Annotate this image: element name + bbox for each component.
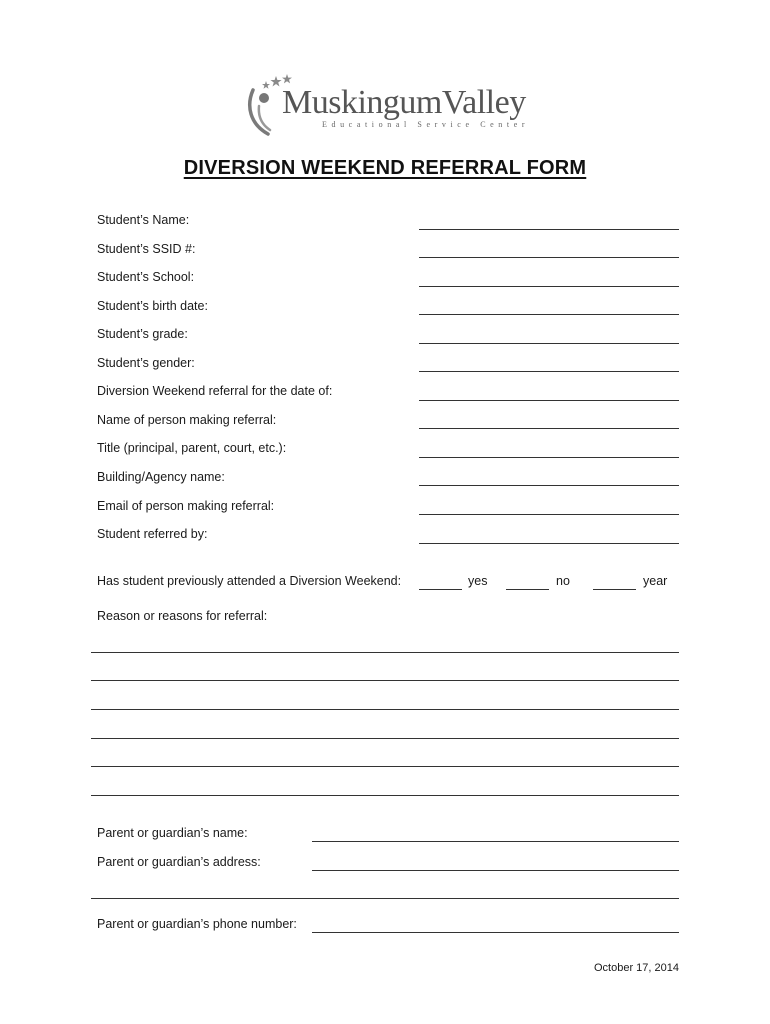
input-line-student-gender[interactable]: [419, 371, 679, 372]
input-line-referrer-title[interactable]: [419, 457, 679, 458]
input-line-referral-date[interactable]: [419, 400, 679, 401]
input-line-student-school[interactable]: [419, 286, 679, 287]
field-label-student-school: Student’s School:: [97, 270, 195, 284]
parent-name-label: Parent or guardian’s name:: [97, 826, 248, 840]
previous-attendance-label: Has student previously attended a Diversion Weekend:: [97, 574, 402, 588]
reason-line-5[interactable]: [91, 766, 679, 767]
option-year: year: [643, 574, 668, 588]
field-label-referrer-name: Name of person making referral:: [97, 413, 277, 427]
reason-line-3[interactable]: [91, 709, 679, 710]
reason-line-2[interactable]: [91, 680, 679, 681]
input-line-attended-year[interactable]: [593, 589, 636, 590]
parent-address-label: Parent or guardian’s address:: [97, 855, 261, 869]
option-yes: yes: [468, 574, 488, 588]
field-label-referrer-title: Title (principal, parent, court, etc.):: [97, 441, 287, 455]
input-line-attended-yes[interactable]: [419, 589, 462, 590]
field-label-student-ssid: Student’s SSID #:: [97, 242, 196, 256]
form-title: DIVERSION WEEKEND REFERRAL FORM: [183, 157, 587, 179]
input-line-attended-no[interactable]: [506, 589, 549, 590]
reason-line-1[interactable]: [91, 652, 679, 653]
input-line-parent-name[interactable]: [312, 841, 679, 842]
input-line-building-agency[interactable]: [419, 485, 679, 486]
field-label-referred-by: Student referred by:: [97, 527, 208, 541]
field-label-referrer-email: Email of person making referral:: [97, 499, 275, 513]
input-line-student-name[interactable]: [419, 229, 679, 230]
field-label-referral-date: Diversion Weekend referral for the date of:: [97, 384, 333, 398]
parent-phone-label: Parent or guardian’s phone number:: [97, 917, 297, 931]
input-line-parent-address[interactable]: [312, 870, 679, 871]
field-label-student-gender: Student’s gender:: [97, 356, 195, 370]
field-label-student-birth-date: Student’s birth date:: [97, 299, 208, 313]
input-line-referrer-email[interactable]: [419, 514, 679, 515]
logo-tagline: Educational Service Center: [322, 120, 530, 129]
option-no: no: [556, 574, 570, 588]
logo-brand-text: MuskingumValley: [282, 84, 526, 121]
input-line-referred-by[interactable]: [419, 543, 679, 544]
reason-line-6[interactable]: [91, 795, 679, 796]
form-date: October 17, 2014: [593, 962, 679, 974]
reason-label: Reason or reasons for referral:: [97, 609, 268, 623]
input-line-parent-phone[interactable]: [312, 932, 679, 933]
input-line-student-ssid[interactable]: [419, 257, 679, 258]
input-line-student-grade[interactable]: [419, 343, 679, 344]
input-line-referrer-name[interactable]: [419, 428, 679, 429]
input-line-student-birth-date[interactable]: [419, 314, 679, 315]
field-label-building-agency: Building/Agency name:: [97, 470, 225, 484]
reason-line-4[interactable]: [91, 738, 679, 739]
input-line-parent-address-2[interactable]: [91, 898, 679, 899]
field-label-student-name: Student’s Name:: [97, 213, 190, 227]
field-label-student-grade: Student’s grade:: [97, 327, 188, 341]
muskingum-valley-logo: [244, 72, 534, 140]
